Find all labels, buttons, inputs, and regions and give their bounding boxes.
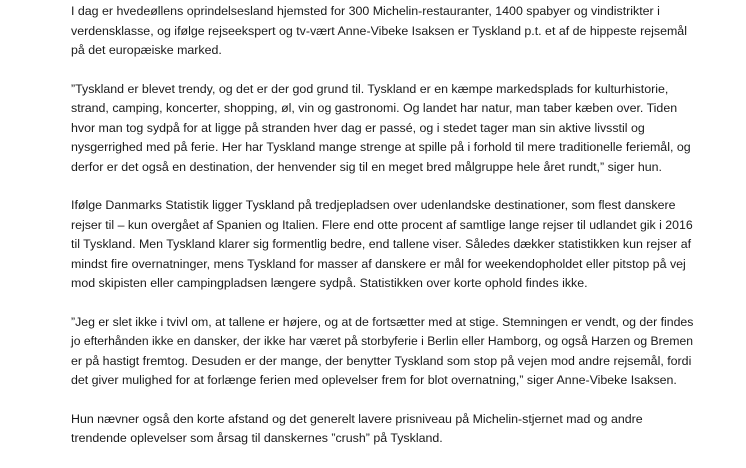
paragraph-quote-trendy: [71, 80, 693, 178]
text-line: til Tyskland. Men Tyskland klarer sig formentlig bedre, end tallene viser. Således dækker statistikken kun rejser af: [71, 237, 692, 251]
text-line: strand, camping, koncerter, shopping, øl, vin og gastronomi. Og landet har natur, man taber kæben over. Tiden: [71, 101, 678, 115]
text-line: ”Jeg er slet ikke i tvivl om, at tallene er højere, og at de fortsætter med at stige. Stemningen er vendt, og der findes: [71, 314, 694, 329]
paragraph-quote-numbers: [71, 313, 693, 391]
document-body: [71, 0, 693, 468]
text-line: trendende oplevelser som årsag til danskernes ”crush” på Tyskland.: [71, 431, 443, 445]
text-line: Hun nævner også den korte afstand og det generelt lavere prisniveau på Michelin-stjernet mad og andre: [71, 411, 643, 426]
text-line: det giver mulighed for at forlænge ferien med oplevelser frem for blot overnatning,” siger Anne-Vibeke Isaksen.: [71, 373, 677, 387]
text-line: rejser til – kun overgået af Spanien og Italien. Flere end otte procent af samtlige lange rejser til udlandet gik i 2016: [71, 217, 693, 232]
text-line: verdensklasse, og ifølge rejseekspert og tv-vært Anne-Vibeke Isaksen er Tyskland p.t. et af de hippeste rejsemål: [71, 23, 687, 38]
text-line: ”Tyskland er blevet trendy, og det er der god grund til. Tyskland er en kæmpe markedsplads for kulturhistorie,: [71, 81, 669, 96]
paragraph-closing: [71, 410, 693, 449]
text-line: mod skipisten eller campingpladsen længere sydpå. Statistikken over korte ophold findes ikke.: [71, 276, 588, 290]
paragraph-intro: [71, 2, 693, 61]
text-line: jo efterhånden ikke en dansker, der ikke har været på storbyferie i Berlin eller Hamborg, og også Harzen og Bremen: [71, 334, 693, 348]
text-line: I dag er hvedeøllens oprindelsesland hjemsted for 300 Michelin-restauranter, 1400 spabyer og vindistrikter i: [71, 4, 660, 18]
text-line: Ifølge Danmarks Statistik ligger Tyskland på tredjepladsen over udenlandske destinationer, som flest danskere: [71, 198, 676, 212]
paragraph-statistics: [71, 196, 693, 294]
text-line: mindst fire overnatninger, mens Tyskland for masser af danskere er mål for weekendopholdet eller pitstop på vej: [71, 256, 686, 271]
text-line: på det europæiske marked.: [71, 43, 222, 57]
text-line: hvor man tog sydpå for at ligge på stranden hver dag er passé, og i stedet tager man sin aktive livsstil og: [71, 120, 645, 135]
text-line: derfor er det også en destination, der henvender sig til en meget bred målgruppe hele året rundt,” siger hun.: [71, 159, 662, 174]
text-line: nysgerrighed med på ferie. Her har Tyskland mange strenge at spille på i forhold til mere traditionelle feriemål, og: [71, 140, 691, 154]
text-line: er på hastigt fremtog. Desuden er der mange, der benytter Tyskland som stop på vejen mod andre rejsemål, fordi: [71, 353, 692, 368]
